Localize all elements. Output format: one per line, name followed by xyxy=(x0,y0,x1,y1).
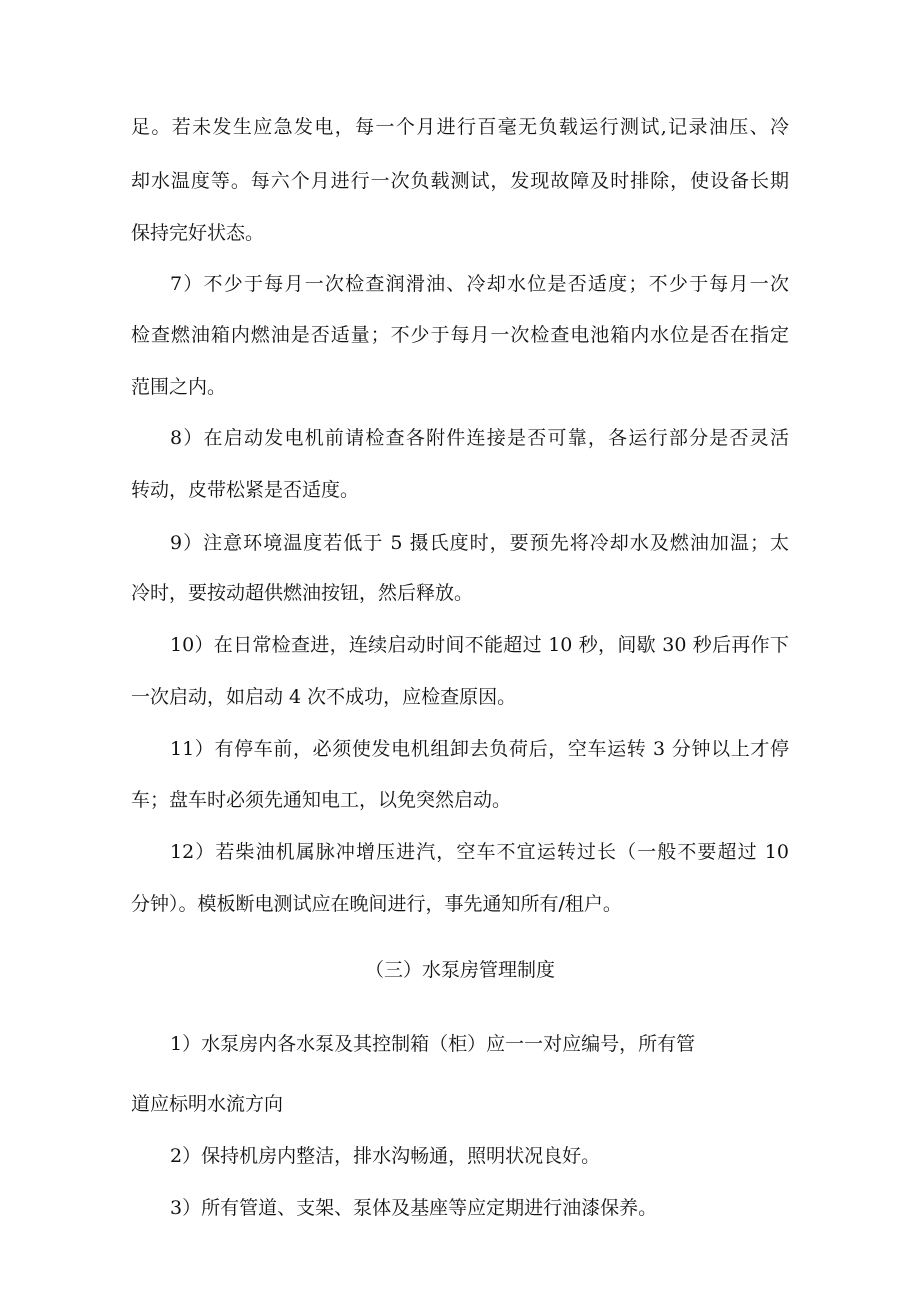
text-line: 冷时，要按动超供燃油按钮，然后释放。 xyxy=(131,582,474,604)
text-line: 车；盘车时必须先通知电工，以免突然启动。 xyxy=(131,789,512,811)
text-line: 9）注意环境温度若低于 5 摄氏度时，要预先将冷却水及燃油加温；太 xyxy=(170,532,789,554)
text-line: 一次启动，如启动 4 次不成功，应检查原因。 xyxy=(131,686,517,708)
text-line: 范围之内。 xyxy=(131,376,227,398)
text-line: 转动，皮带松紧是否适度。 xyxy=(131,479,360,501)
text-line: 11）有停车前，必须使发电机组卸去负荷后，空车运转 3 分钟以上才停 xyxy=(170,738,789,760)
section-heading: （三）水泵房管理制度 xyxy=(364,959,555,981)
text-line: 12）若柴油机属脉冲增压进汽，空车不宜运转过长（一般不要超过 10 xyxy=(170,841,789,863)
text-line: 分钟）。模板断电测试应在晚间进行，事先通知所有/租户。 xyxy=(131,893,622,915)
text-line: 道应标明水流方向 xyxy=(131,1093,284,1115)
text-line: 保持完好状态。 xyxy=(131,222,265,244)
text-line: 10）在日常检查进，连续启动时间不能超过 10 秒，间歇 30 秒后再作下 xyxy=(170,634,789,656)
text-line: 1）水泵房内各水泵及其控制箱（柜）应一一对应编号，所有管 xyxy=(170,1033,696,1055)
text-line: 3）所有管道、支架、泵体及基座等应定期进行油漆保养。 xyxy=(170,1197,658,1219)
text-line: 2）保持机房内整洁，排水沟畅通，照明状况良好。 xyxy=(170,1145,601,1167)
text-line: 7）不少于每月一次检查润滑油、冷却水位是否适度；不少于每月一次 xyxy=(170,273,789,295)
text-line: 足。若未发生应急发电，每一个月进行百毫无负载运行测试,记录油压、冷 xyxy=(131,116,789,138)
text-line: 检查燃油箱内燃油是否适量；不少于每月一次检查电池箱内水位是否在指定 xyxy=(131,324,789,346)
text-line: 却水温度等。每六个月进行一次负载测试，发现故障及时排除，使设备长期 xyxy=(131,170,789,192)
text-line: 8）在启动发电机前请检查各附件连接是否可靠，各运行部分是否灵活 xyxy=(170,427,789,449)
